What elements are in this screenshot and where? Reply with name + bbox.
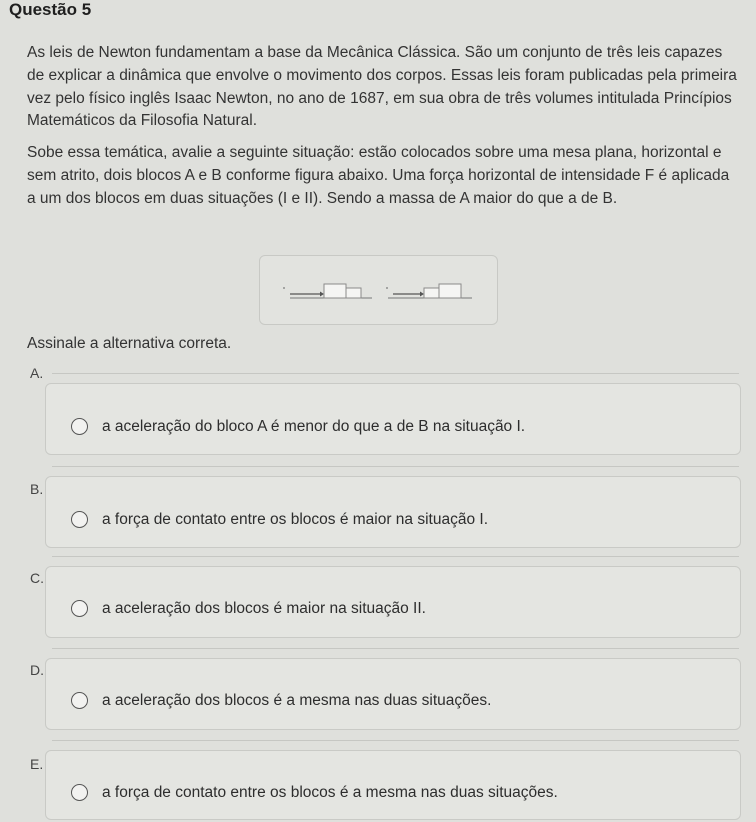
option-b-radio[interactable]: [71, 511, 88, 528]
question-title: Questão 5: [9, 0, 92, 19]
option-e-divider: [52, 740, 739, 741]
situation-1-diagram: [283, 284, 372, 298]
question-paragraph-2: Sobe essa temática, avalie a seguinte situação: estão colocados sobre uma mesa plana, horizontal e sem atrito, dois blocos A e B conforme figura abaixo. Uma força horizontal de intensidade F é aplicada a um dos blocos em duas situações (I e II). Sendo a massa de A maior do que a de B.: [27, 144, 730, 207]
option-e-radio[interactable]: [71, 784, 88, 801]
option-a-radio[interactable]: [71, 418, 88, 435]
option-e-text: a força de contato entre os blocos é a mesma nas duas situações.: [102, 784, 558, 801]
block-a-2: [439, 284, 461, 298]
block-a-1: [324, 284, 346, 298]
blocks-figure: [259, 255, 498, 325]
block-b-2: [424, 288, 439, 298]
option-b-divider: [52, 466, 739, 467]
figure-dot-1: [283, 287, 285, 289]
option-a-text: a aceleração do bloco A é menor do que a de B na situação I.: [102, 418, 526, 435]
block-b-1: [346, 288, 361, 298]
situation-2-diagram: [386, 284, 472, 298]
option-a[interactable]: [45, 383, 741, 455]
option-d[interactable]: [45, 658, 741, 730]
force-arrowhead-1: [320, 292, 324, 297]
option-d-letter: D.: [30, 662, 44, 678]
option-b-text: a força de contato entre os blocos é maior na situação I.: [102, 511, 489, 528]
question-prompt: Assinale a alternativa correta.: [27, 335, 232, 352]
option-e[interactable]: [45, 750, 741, 820]
blocks-diagram: [260, 256, 497, 324]
option-c[interactable]: [45, 566, 741, 638]
option-e-letter: E.: [30, 756, 44, 772]
option-d-radio[interactable]: [71, 692, 88, 709]
option-c-radio[interactable]: [71, 600, 88, 617]
option-d-text: a aceleração dos blocos é a mesma nas duas situações.: [102, 692, 492, 709]
option-b-letter: B.: [30, 481, 44, 497]
option-c-text: a aceleração dos blocos é maior na situação II.: [102, 600, 426, 617]
figure-dot-2: [386, 287, 388, 289]
option-a-letter: A.: [30, 365, 44, 381]
option-d-divider: [52, 648, 739, 649]
option-c-divider: [52, 556, 739, 557]
option-c-letter: C.: [30, 570, 44, 586]
force-arrowhead-2: [420, 292, 424, 297]
question-paragraph-1: As leis de Newton fundamentam a base da Mecânica Clássica. São um conjunto de três leis capazes de explicar a dinâmica que envolve o movimento dos corpos. Essas leis foram publicadas pela primeira vez pelo físico inglês Isaac Newton, no ano de 1687, em sua obra de três volumes intitulada Princípios Matemáticos da Filosofia Natural.: [27, 44, 737, 130]
option-b[interactable]: [45, 476, 741, 548]
option-a-divider: [52, 373, 739, 374]
